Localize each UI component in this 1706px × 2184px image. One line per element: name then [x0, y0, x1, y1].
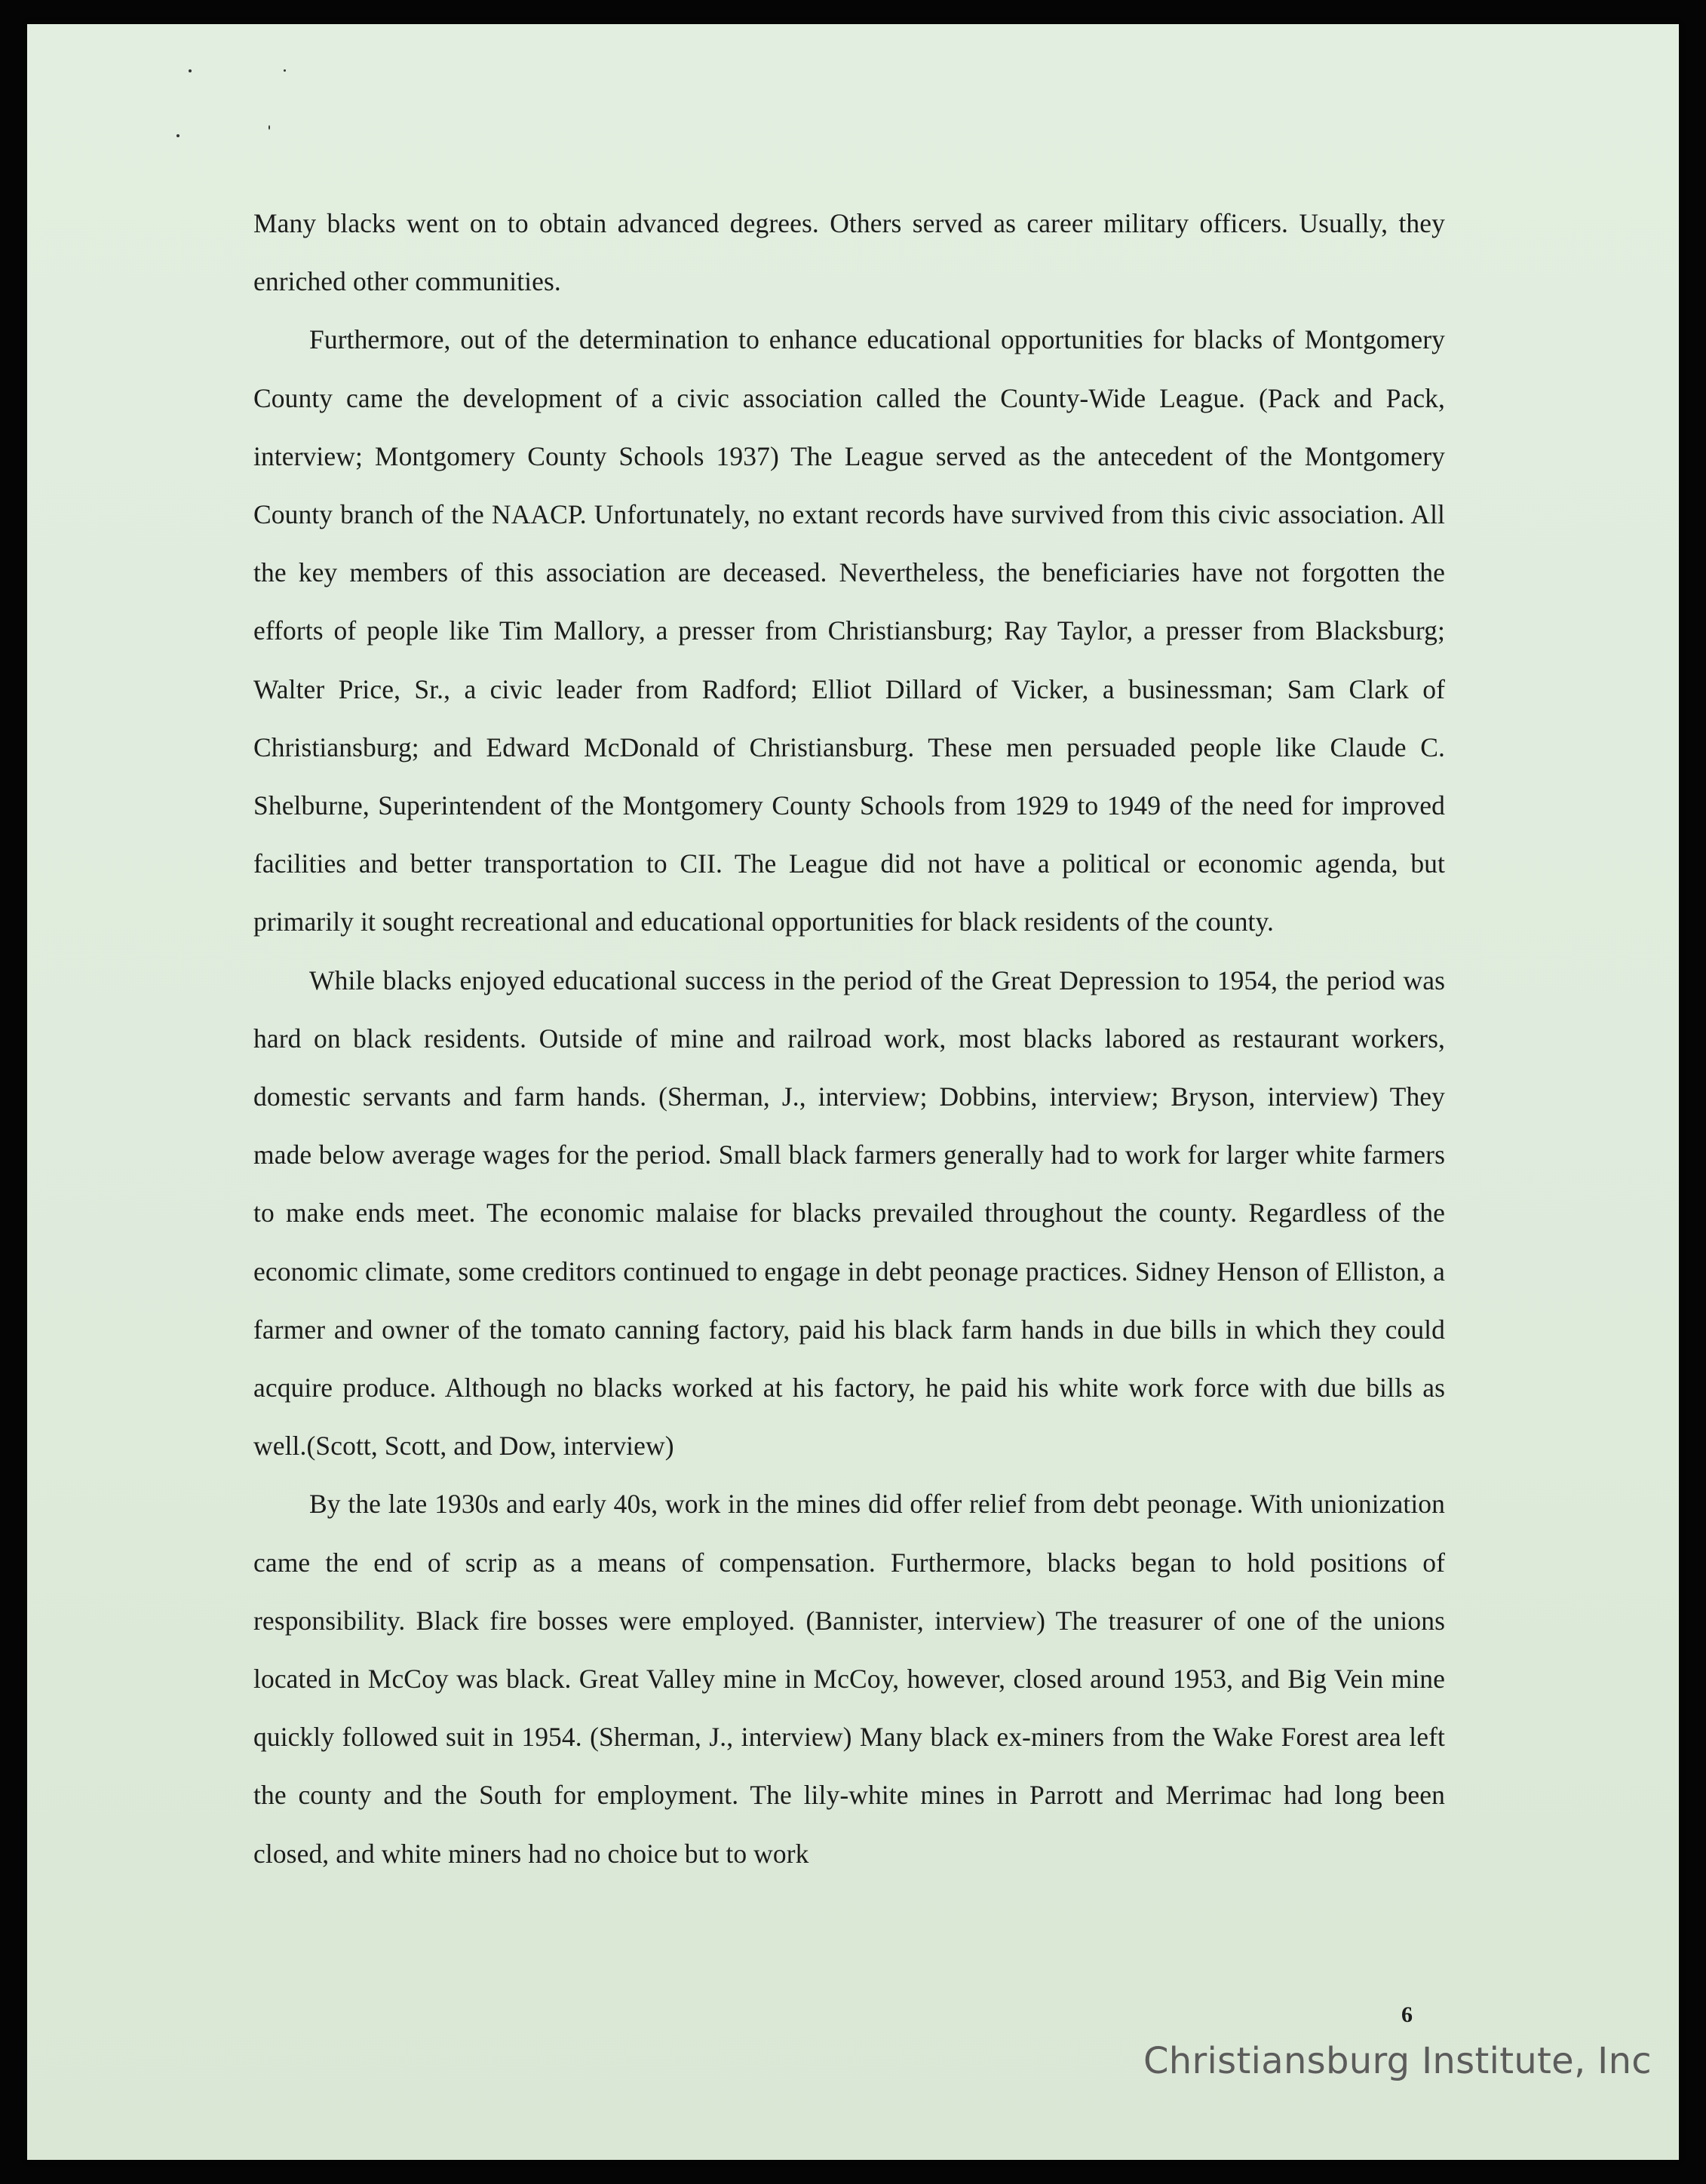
paragraph: By the late 1930s and early 40s, work in the mines did offer relief from debt peonage. With unionization came the end of scrip as a means of compensation. Furthermore, blacks began to hold positions of responsibility. Black fire bosses were employed. (Bannister, interview) The treasurer of one of the unions located in McCoy was black. Great Valley mine in McCoy, however, closed around 1953, and Big Vein mine quickly followed suit in 1954. (Sherman, J., interview) Many black ex-miners from the Wake Forest area left the county and the South for employment. The lily-white mines in Parrott and Merrimac had long been closed, and white miners had no choice but to work	[253, 1489, 1445, 1869]
paper-speck	[189, 69, 192, 72]
paragraph: Furthermore, out of the determination to enhance educational opportunities for blacks of Montgomery County came the development of a civic association called the County-Wide League. (Pack and Pack, interview; Montgomery County Schools 1937) The League served as the antecedent of the Montgomery County branch of the NAACP. Unfortunately, no extant records have survived from this civic association. All the key members of this association are deceased. Nevertheless, the beneficiaries have not forgotten the efforts of people like Tim Mallory, a presser from Christiansburg; Ray Taylor, a presser from Blacksburg; Walter Price, Sr., a civic leader from Radford; Elliot Dillard of Vicker, a businessman; Sam Clark of Christiansburg; and Edward McDonald of Christiansburg. These men persuaded people like Claude C. Shelburne, Superintendent of the Montgomery County Schools from 1929 to 1949 of the need for improved facilities and better transportation to CII. The League did not have a political or economic agenda, but primarily it sought recreational and educational opportunities for black residents of the county.	[253, 324, 1445, 937]
paper-speck	[284, 69, 286, 72]
paper-speck	[268, 125, 270, 130]
paragraph: While blacks enjoyed educational success in the period of the Great Depression to 1954, the period was hard on black residents. Outside of mine and railroad work, most blacks labored as restaurant workers, domestic servants and farm hands. (Sherman, J., interview; Dobbins, interview; Bryson, interview) They made below average wages for the period. Small black farmers generally had to work for larger white farmers to make ends meet. The economic malaise for blacks prevailed throughout the county. Regardless of the economic climate, some creditors continued to engage in debt peonage practices. Sidney Henson of Elliston, a farmer and owner of the tomato canning factory, paid his black farm hands in due bills in which they could acquire produce. Although no blacks worked at his factory, he paid his white work force with due bills as well.(Scott, Scott, and Dow, interview)	[253, 965, 1445, 1462]
body-text	[253, 195, 1445, 1883]
paper-speck	[176, 134, 179, 137]
paragraph: Many blacks went on to obtain advanced degrees. Others served as career military officers. Usually, they enriched other communities.	[253, 208, 1445, 297]
watermark: Christiansburg Institute, Inc	[1143, 2040, 1652, 2082]
page-number: 6	[1401, 2002, 1413, 2027]
